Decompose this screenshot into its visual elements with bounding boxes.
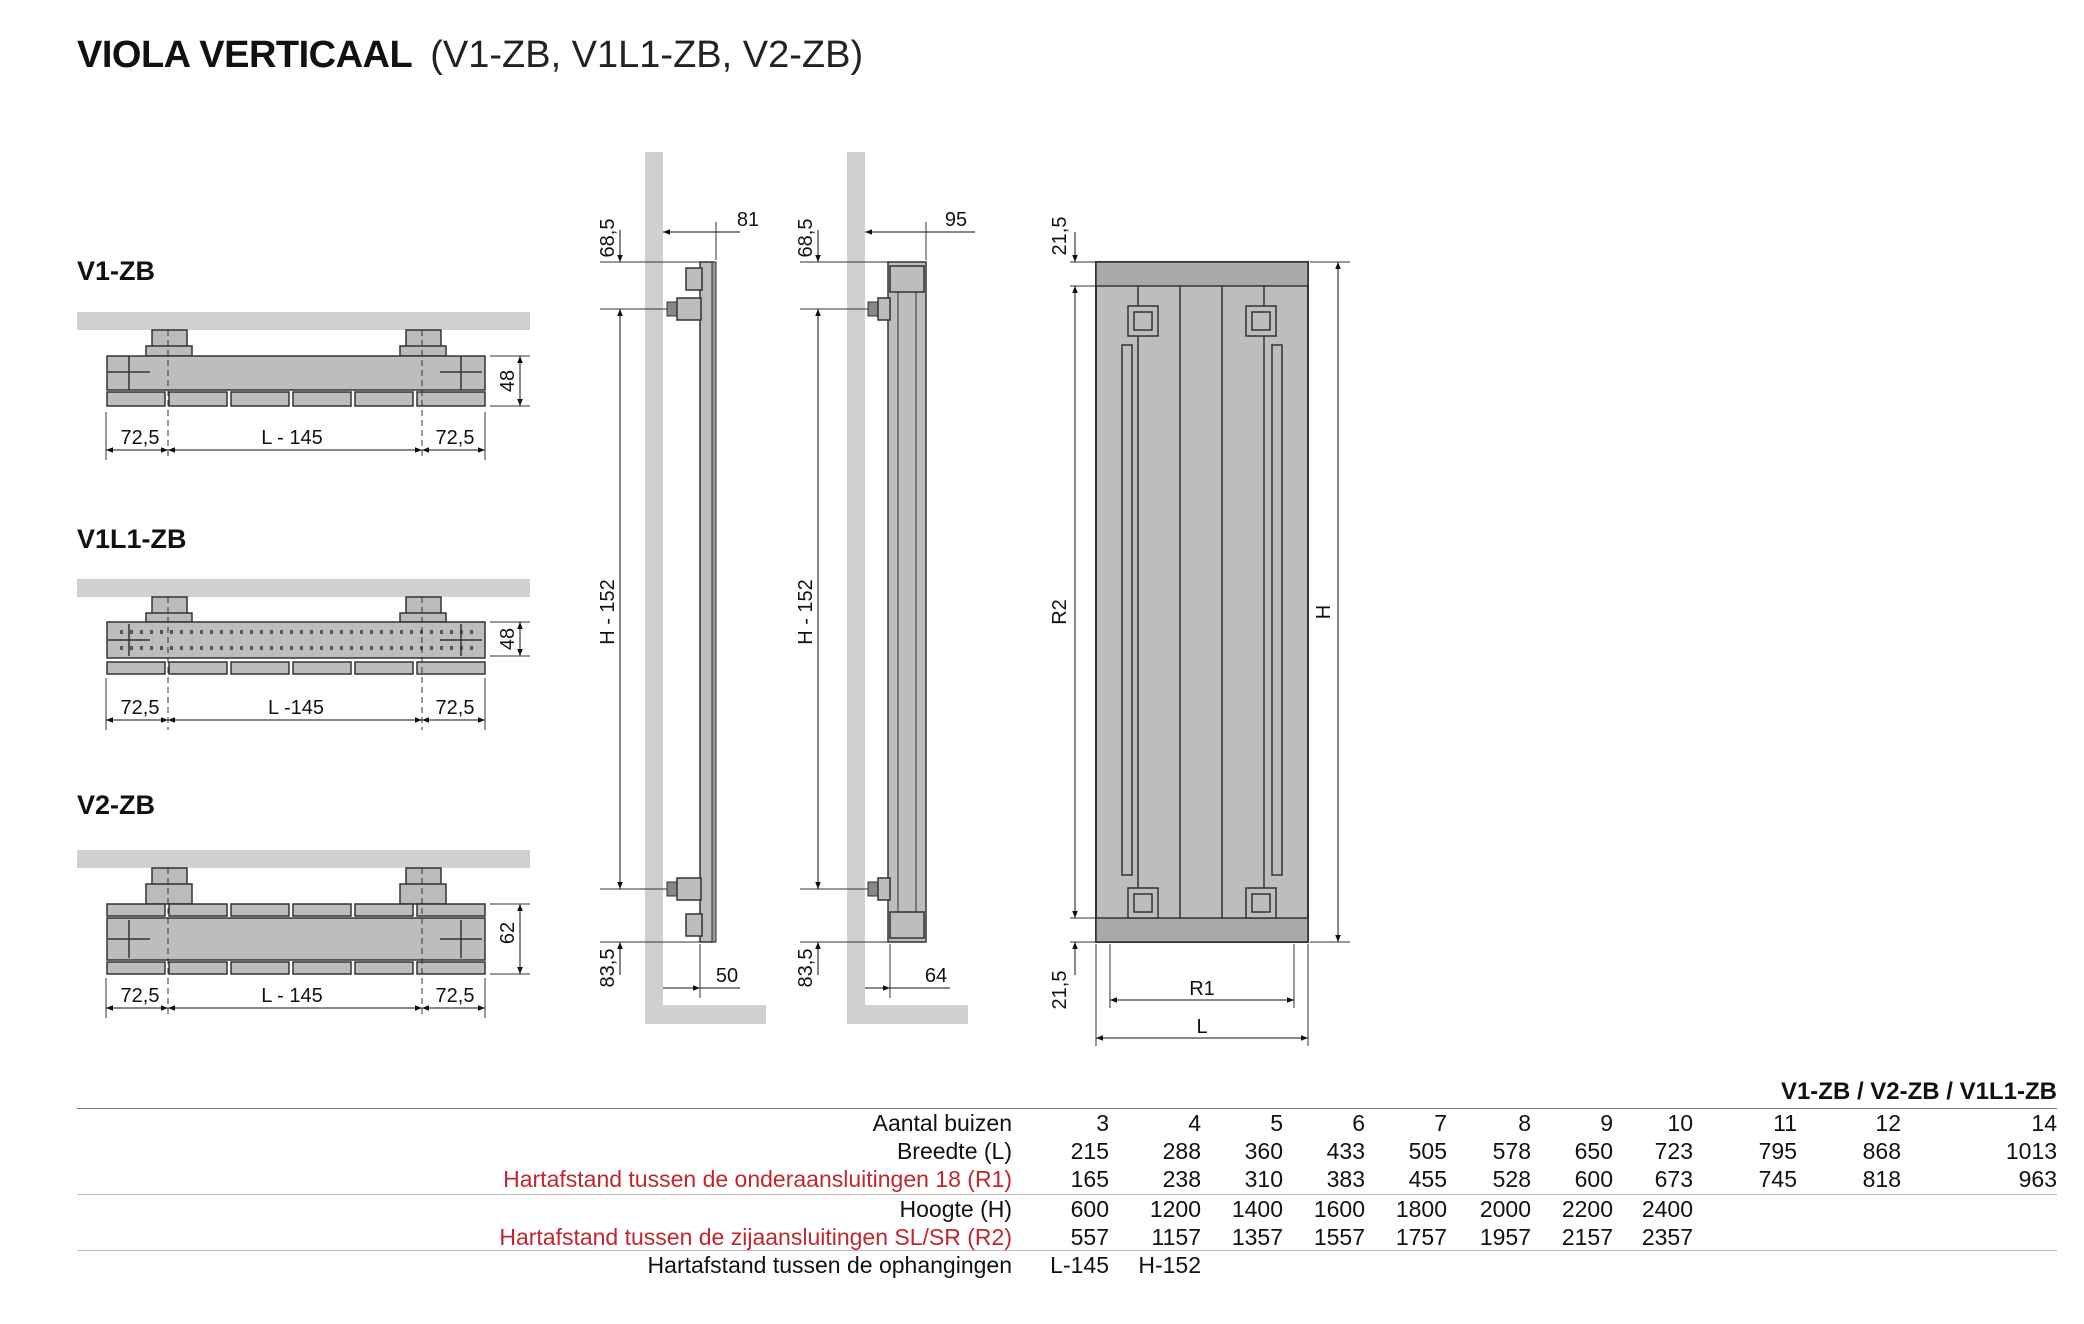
table-cell: 215 xyxy=(1070,1138,1109,1164)
table-cell: 1200 xyxy=(1149,1196,1201,1222)
bracket xyxy=(400,330,446,356)
dim-offset: 50 xyxy=(715,965,739,987)
bracket xyxy=(400,868,446,904)
table-cell: 1957 xyxy=(1479,1224,1531,1250)
table-row xyxy=(77,1252,2057,1280)
dim-bottom: 83,5 xyxy=(795,948,817,988)
table-cell: 1400 xyxy=(1231,1196,1283,1222)
radiator-body xyxy=(107,356,485,390)
front-view xyxy=(1049,217,1350,1046)
table-cell: 2000 xyxy=(1479,1196,1531,1222)
dim-r1: R1 xyxy=(1189,978,1215,1000)
bracket xyxy=(400,597,446,622)
table-cell: 3 xyxy=(1096,1110,1109,1136)
table-cell: 7 xyxy=(1434,1110,1447,1136)
tube-row-back xyxy=(107,904,485,916)
dim-h: H xyxy=(1313,604,1335,620)
tube-row xyxy=(107,392,485,406)
table-cell: 5 xyxy=(1270,1110,1283,1136)
tube-row-front xyxy=(107,962,485,974)
dim-middle: L - 145 xyxy=(261,985,323,1007)
dim-bottom: 83,5 xyxy=(597,948,619,988)
table-cell: 288 xyxy=(1162,1138,1201,1164)
table-cell: 578 xyxy=(1492,1138,1531,1164)
row-label: Hoogte (H) xyxy=(899,1196,1012,1222)
table-cell: 1357 xyxy=(1231,1224,1283,1250)
wall-bracket xyxy=(667,878,701,900)
dim-bottom: 21,5 xyxy=(1049,970,1071,1010)
table-cell: 10 xyxy=(1667,1110,1693,1136)
dim-middle: L - 145 xyxy=(261,427,323,449)
table-cell: 868 xyxy=(1862,1138,1901,1164)
table-cell: 1600 xyxy=(1313,1196,1365,1222)
row-label: Hartafstand tussen de onderaansluitingen 18 (R1) xyxy=(503,1166,1012,1192)
table-cell: 11 xyxy=(1773,1110,1797,1136)
dim-height: H - 152 xyxy=(597,579,619,645)
section-label-v2-zb: V2-ZB xyxy=(77,790,156,820)
dim-middle: L -145 xyxy=(268,697,324,719)
table-cell: 723 xyxy=(1654,1138,1693,1164)
row-label: Breedte (L) xyxy=(896,1138,1012,1164)
side-view-2 xyxy=(795,152,975,1024)
wall-bracket xyxy=(868,298,890,320)
dim-right: 72,5 xyxy=(435,697,475,719)
radiator-body-louvred xyxy=(107,622,485,658)
wall-strip xyxy=(77,312,530,330)
section-label-v1l1-zb: V1L1-ZB xyxy=(77,524,187,554)
dim-offset: 64 xyxy=(924,965,948,987)
dim-left: 72,5 xyxy=(120,985,160,1007)
bracket xyxy=(146,868,192,904)
table-cell: 557 xyxy=(1070,1224,1109,1250)
table-cell: 455 xyxy=(1408,1166,1447,1192)
table-cell: 600 xyxy=(1070,1196,1109,1222)
table-cell: 673 xyxy=(1654,1166,1693,1192)
table-cell: 6 xyxy=(1352,1110,1365,1136)
section-label-v1-zb: V1-ZB xyxy=(77,256,156,286)
table-cell: 165 xyxy=(1070,1166,1109,1192)
top-view-v1-zb xyxy=(77,312,530,460)
table-row xyxy=(77,1166,2057,1194)
bracket xyxy=(146,597,192,622)
table-cell: 505 xyxy=(1408,1138,1447,1164)
dim-top: 68,5 xyxy=(795,218,817,258)
table-row xyxy=(77,1224,2057,1252)
table-cell: 1157 xyxy=(1151,1224,1201,1250)
table-cell: 310 xyxy=(1244,1166,1283,1192)
top-collector xyxy=(1096,262,1308,286)
table-cell: 963 xyxy=(2018,1166,2057,1192)
dim-height: 48 xyxy=(497,369,519,393)
top-view-v2-zb xyxy=(77,850,530,1018)
table-cell: 2200 xyxy=(1561,1196,1613,1222)
title-sub: (V1-ZB, V1L1-ZB, V2-ZB) xyxy=(430,34,864,76)
table-cell: 9 xyxy=(1600,1110,1613,1136)
wall-bracket xyxy=(868,878,890,900)
dim-depth: 81 xyxy=(736,209,760,231)
table-cell: 528 xyxy=(1492,1166,1531,1192)
dim-top: 68,5 xyxy=(597,218,619,258)
tube-row xyxy=(107,662,485,674)
dim-l: L xyxy=(1196,1016,1208,1038)
dim-height: 62 xyxy=(497,921,519,945)
table-cell: 2157 xyxy=(1561,1224,1613,1250)
dim-depth: 95 xyxy=(944,209,968,231)
wall-bracket xyxy=(667,298,701,320)
table-cell: 383 xyxy=(1326,1166,1365,1192)
table-cell: 238 xyxy=(1162,1166,1201,1192)
top-view-v1l1-zb xyxy=(77,579,530,730)
wall-strip xyxy=(77,850,530,868)
table-header: V1-ZB / V2-ZB / V1L1-ZB xyxy=(1780,1078,2057,1105)
dim-left: 72,5 xyxy=(120,697,160,719)
table-cell: 14 xyxy=(2031,1110,2057,1136)
table-cell: H-152 xyxy=(1138,1252,1201,1278)
radiator-body xyxy=(107,918,485,960)
dim-height: 48 xyxy=(497,627,519,651)
table-cell: 1800 xyxy=(1395,1196,1447,1222)
dim-right: 72,5 xyxy=(435,427,475,449)
table-row xyxy=(77,1110,2057,1138)
table-cell: 745 xyxy=(1758,1166,1797,1192)
dim-left: 72,5 xyxy=(120,427,160,449)
table-cell: 433 xyxy=(1326,1138,1365,1164)
divider xyxy=(77,1194,2057,1195)
table-cell: 818 xyxy=(1862,1166,1901,1192)
dim-height: H - 152 xyxy=(795,579,817,645)
table-cell: 360 xyxy=(1244,1138,1283,1164)
table-cell: 1557 xyxy=(1313,1224,1365,1250)
dim-top: 21,5 xyxy=(1049,216,1071,256)
table-cell: 2400 xyxy=(1641,1196,1693,1222)
table-cell: 600 xyxy=(1574,1166,1613,1192)
table-cell: 1757 xyxy=(1395,1224,1447,1250)
row-label: Hartafstand tussen de zijaansluitingen SL/SR (R2) xyxy=(499,1224,1012,1250)
divider xyxy=(77,1108,2057,1109)
dim-right: 72,5 xyxy=(435,985,475,1007)
row-label: Hartafstand tussen de ophangingen xyxy=(647,1252,1012,1278)
title-main: VIOLA VERTICAAL xyxy=(77,34,413,76)
bracket xyxy=(146,330,192,356)
bottom-collector xyxy=(1096,918,1308,942)
table-cell: 795 xyxy=(1758,1138,1797,1164)
wall-strip xyxy=(77,579,530,597)
table-cell: 4 xyxy=(1188,1110,1201,1136)
table-cell: L-145 xyxy=(1050,1252,1109,1278)
row-label: Aantal buizen xyxy=(872,1110,1012,1136)
side-view-1 xyxy=(597,152,766,1024)
table-cell: 650 xyxy=(1574,1138,1613,1164)
table-cell: 2357 xyxy=(1641,1224,1693,1250)
table-cell: 12 xyxy=(1875,1110,1901,1136)
dim-r2: R2 xyxy=(1049,599,1071,625)
table-cell: 1013 xyxy=(2005,1138,2057,1164)
table-row xyxy=(77,1138,2057,1166)
table-cell: 8 xyxy=(1518,1110,1531,1136)
table-row xyxy=(77,1196,2057,1224)
